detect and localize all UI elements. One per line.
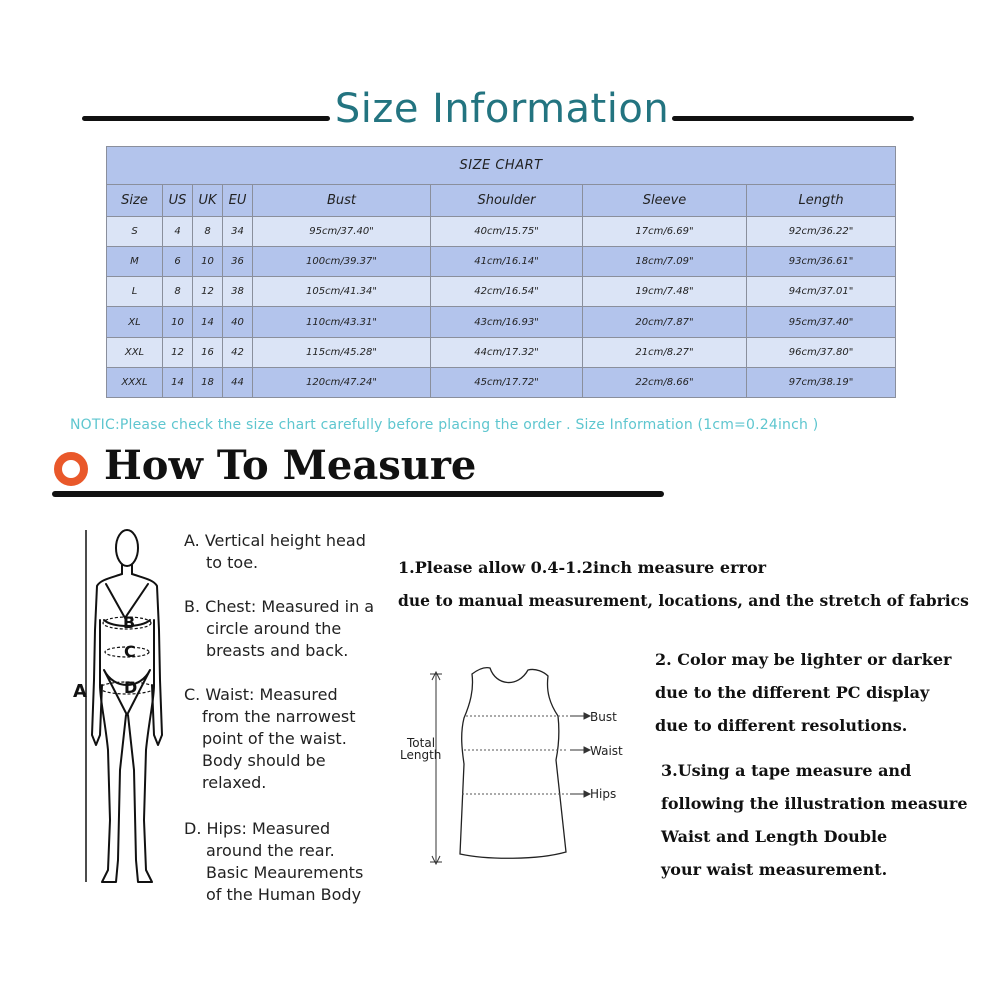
desc-d [184, 818, 363, 906]
cell: 44 [223, 367, 253, 397]
table-row [107, 307, 896, 337]
note-2-line-3: due to different resolutions. [655, 716, 908, 735]
dress-diagram [398, 664, 630, 870]
col-header-us: US [163, 185, 193, 217]
table-row [107, 217, 896, 247]
cell: 41cm/16.14" [431, 247, 583, 277]
header-row [107, 185, 896, 217]
desc-line: from the narrowest [202, 707, 356, 726]
cell: 38 [223, 277, 253, 307]
desc-line: point of the waist. [202, 729, 347, 748]
cell: 115cm/45.28" [253, 337, 431, 367]
dress-label-hips: Hips [590, 787, 617, 801]
col-header-eu: EU [223, 185, 253, 217]
desc-line: Basic Meaurements [206, 863, 364, 882]
col-header-shoulder: Shoulder [431, 185, 583, 217]
cell: 14 [163, 367, 193, 397]
body-label-a: A [73, 681, 87, 702]
desc-b [184, 596, 374, 662]
cell: 19cm/7.48" [583, 277, 747, 307]
desc-line: breasts and back. [206, 641, 349, 660]
cell: 8 [163, 277, 193, 307]
col-header-sleeve: Sleeve [583, 185, 747, 217]
note-3-line-2: following the illustration measure [661, 794, 968, 813]
cell: 21cm/8.27" [583, 337, 747, 367]
cell: 44cm/17.32" [431, 337, 583, 367]
cell: 97cm/38.19" [747, 367, 896, 397]
note-3-line-1: 3.Using a tape measure and [661, 761, 912, 780]
col-header-uk: UK [193, 185, 223, 217]
cell: 42 [223, 337, 253, 367]
cell: 16 [193, 337, 223, 367]
cell: 95cm/37.40" [747, 307, 896, 337]
cell: 94cm/37.01" [747, 277, 896, 307]
cell: 43cm/16.93" [431, 307, 583, 337]
cell: XXXL [107, 367, 163, 397]
cell: 8 [193, 217, 223, 247]
cell: 42cm/16.54" [431, 277, 583, 307]
cell: 12 [163, 337, 193, 367]
how-to-measure-header [52, 440, 672, 500]
note-2-line-2: due to the different PC display [655, 683, 930, 702]
cell: 4 [163, 217, 193, 247]
cell: 93cm/36.61" [747, 247, 896, 277]
chart-title: SIZE CHART [107, 147, 896, 185]
cell: 14 [193, 307, 223, 337]
cell: 96cm/37.80" [747, 337, 896, 367]
col-header-bust: Bust [253, 185, 431, 217]
chart-title-row [107, 147, 896, 185]
desc-line: relaxed. [202, 773, 267, 792]
cell: 22cm/8.66" [583, 367, 747, 397]
body-label-b: B [123, 613, 136, 632]
table-row [107, 247, 896, 277]
table-row [107, 277, 896, 307]
cell: L [107, 277, 163, 307]
dress-label-length: Length [400, 748, 442, 762]
desc-line: Body should be [202, 751, 326, 770]
cell: 100cm/39.37" [253, 247, 431, 277]
dress-label-bust: Bust [590, 710, 617, 724]
cell: 40 [223, 307, 253, 337]
note-2-line-1: 2. Color may be lighter or darker [655, 650, 952, 669]
cell: S [107, 217, 163, 247]
cell: 95cm/37.40" [253, 217, 431, 247]
cell: 10 [163, 307, 193, 337]
cell: 92cm/36.22" [747, 217, 896, 247]
cell: 36 [223, 247, 253, 277]
cell: 34 [223, 217, 253, 247]
desc-line: of the Human Body [206, 885, 362, 904]
col-header-length: Length [747, 185, 896, 217]
note-3-line-3: Waist and Length Double [661, 827, 888, 846]
desc-line: circle around the [206, 619, 342, 638]
note-1-line-1: 1.Please allow 0.4-1.2inch measure error [398, 558, 767, 577]
desc-line: around the rear. [206, 841, 335, 860]
desc-a [184, 530, 366, 574]
cell: 6 [163, 247, 193, 277]
orange-ring-icon [54, 452, 88, 486]
cell: 110cm/43.31" [253, 307, 431, 337]
size-chart-table [106, 146, 896, 398]
cell: 45cm/17.72" [431, 367, 583, 397]
desc-line: C. Waist: Measured [184, 685, 338, 704]
note-3-line-4: your waist measurement. [661, 860, 888, 879]
cell: 120cm/47.24" [253, 367, 431, 397]
dress-label-waist: Waist [590, 744, 623, 758]
page-title: Size Information [334, 86, 670, 132]
body-label-d: D [124, 678, 138, 697]
cell: XL [107, 307, 163, 337]
cell: 105cm/41.34" [253, 277, 431, 307]
cell: 10 [193, 247, 223, 277]
cell: M [107, 247, 163, 277]
table-row [107, 337, 896, 367]
cell: 20cm/7.87" [583, 307, 747, 337]
section-underline [52, 491, 664, 497]
section-title: How To Measure [104, 442, 477, 489]
cell: 17cm/6.69" [583, 217, 747, 247]
cell: XXL [107, 337, 163, 367]
title-rule-right [672, 116, 914, 121]
desc-c [184, 684, 355, 794]
body-outline-figure [70, 520, 180, 895]
desc-line: D. Hips: Measured [184, 819, 331, 838]
cell: 18cm/7.09" [583, 247, 747, 277]
col-header-size: Size [107, 185, 163, 217]
body-label-c: C [124, 642, 136, 661]
cell: 12 [193, 277, 223, 307]
cell: 40cm/15.75" [431, 217, 583, 247]
note-1-line-2: due to manual measurement, locations, and the stretch of fabrics [398, 591, 969, 610]
cell: 18 [193, 367, 223, 397]
desc-line: A. Vertical height head [184, 531, 366, 550]
dress-label-total: Total [407, 736, 436, 750]
table-row [107, 367, 896, 397]
size-notice: NOTIC:Please check the size chart carefully before placing the order . Size Information (1cm=0.24inch ) [70, 417, 819, 433]
desc-line: to toe. [206, 553, 259, 572]
title-rule-left [82, 116, 330, 121]
desc-line: B. Chest: Measured in a [184, 597, 375, 616]
